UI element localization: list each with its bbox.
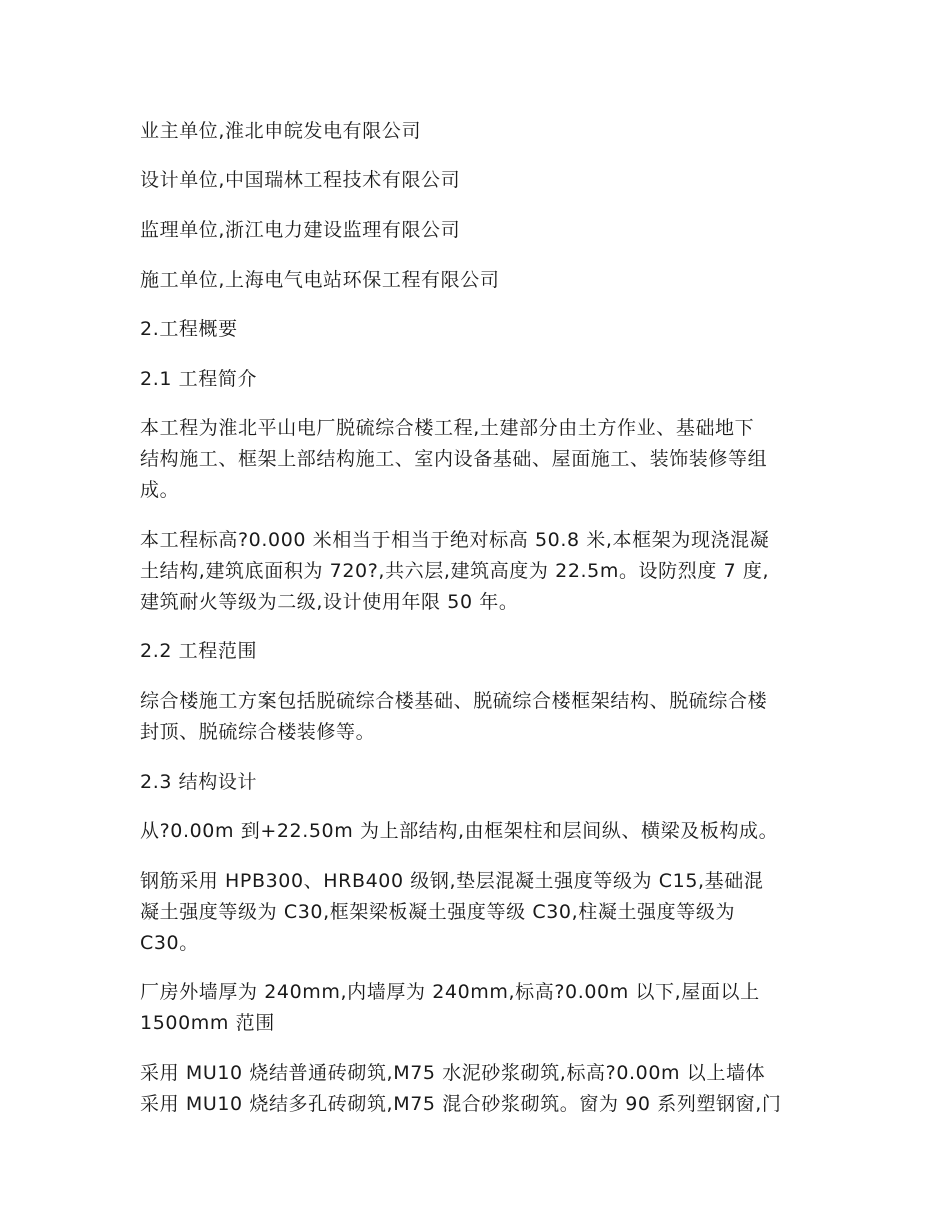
text-line: 1500mm 范围 — [140, 1012, 275, 1034]
text-line: 成。 — [140, 479, 180, 501]
text-line: 钢筋采用 HPB300、HRB400 级钢,垫层混凝土强度等级为 C15,基础混 — [140, 870, 764, 892]
paragraph-project-intro — [140, 413, 820, 506]
paragraph-owner-unit — [140, 116, 820, 147]
paragraph-upper-structure — [140, 816, 820, 847]
paragraph-elevation-info — [140, 525, 820, 618]
text-line: 结构施工、框架上部结构施工、室内设备基础、屋面施工、装饰装修等组 — [140, 448, 768, 470]
text-line: 本工程为淮北平山电厂脱硫综合楼工程,土建部分由土方作业、基础地下 — [140, 417, 755, 439]
text-line: 设计单位,中国瑞林工程技术有限公司 — [140, 169, 461, 191]
heading-project-overview — [140, 314, 820, 345]
text-line: 综合楼施工方案包括脱硫综合楼基础、脱硫综合楼框架结构、脱硫综合楼 — [140, 690, 768, 712]
paragraph-construction-unit — [140, 265, 820, 296]
paragraph-project-scope — [140, 686, 820, 748]
text-line: 凝土强度等级为 C30,框架梁板凝土强度等级 C30,柱凝土强度等级为 — [140, 901, 736, 923]
text-line: C30。 — [140, 932, 199, 954]
text-line: 监理单位,浙江电力建设监理有限公司 — [140, 219, 461, 241]
heading-structural-design — [140, 767, 820, 798]
paragraph-supervision-unit — [140, 215, 820, 246]
text-line: 土结构,建筑底面积为 720?,共六层,建筑高度为 22.5m。设防烈度 7 度, — [140, 560, 770, 582]
text-line: 2.3 结构设计 — [140, 771, 258, 793]
paragraph-rebar-concrete — [140, 866, 820, 959]
text-line: 业主单位,淮北申皖发电有限公司 — [140, 120, 422, 142]
text-line: 施工单位,上海电气电站环保工程有限公司 — [140, 269, 500, 291]
text-line: 厂房外墙厚为 240mm,内墙厚为 240mm,标高?0.00m 以下,屋面以上 — [140, 981, 760, 1003]
text-line: 2.2 工程范围 — [140, 640, 258, 662]
paragraph-design-unit — [140, 165, 820, 196]
text-line: 本工程标高?0.000 米相当于相当于绝对标高 50.8 米,本框架为现浇混凝 — [140, 529, 770, 551]
text-line: 建筑耐火等级为二级,设计使用年限 50 年。 — [140, 591, 519, 613]
heading-project-intro — [140, 364, 820, 395]
text-line: 采用 MU10 烧结普通砖砌筑,M75 水泥砂浆砌筑,标高?0.00m 以上墙体 — [140, 1062, 766, 1084]
paragraph-masonry — [140, 1058, 820, 1120]
text-line: 2.工程概要 — [140, 318, 238, 340]
text-line: 从?0.00m 到+22.50m 为上部结构,由框架柱和层间纵、横梁及板构成。 — [140, 820, 779, 842]
text-line: 封顶、脱硫综合楼装修等。 — [140, 721, 376, 743]
paragraph-wall-thickness — [140, 977, 820, 1039]
text-line: 2.1 工程简介 — [140, 368, 258, 390]
heading-project-scope — [140, 636, 820, 667]
text-line: 采用 MU10 烧结多孔砖砌筑,M75 混合砂浆砌筑。窗为 90 系列塑钢窗,门 — [140, 1093, 782, 1115]
